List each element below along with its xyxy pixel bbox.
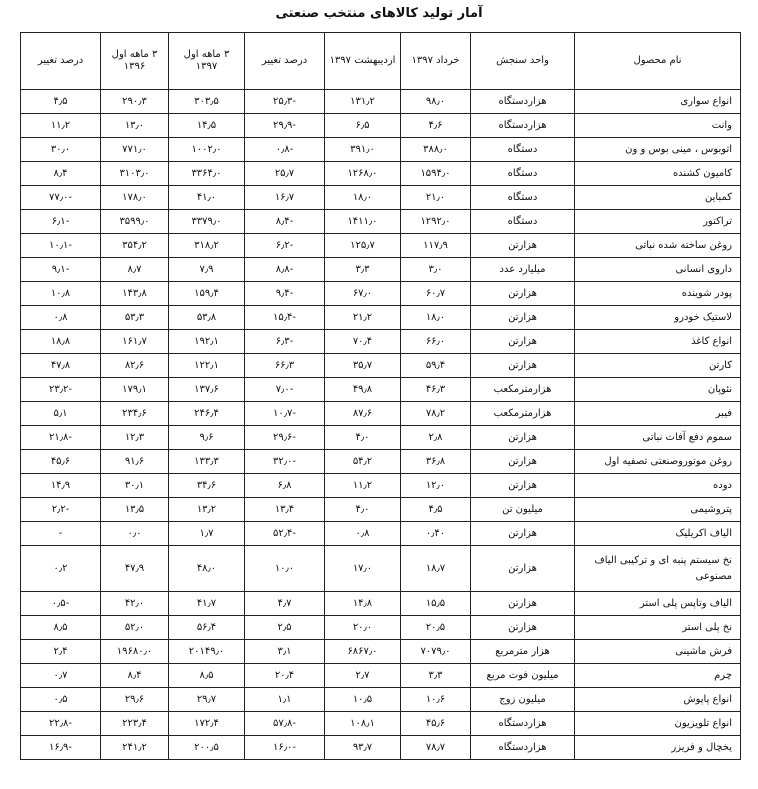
header-row (21, 33, 741, 90)
monthly-change-cell: -۸٫۴ (245, 210, 325, 234)
product-name-cell: داروی انسانی (575, 258, 741, 282)
quarterly-change-cell: -۷۷٫۰ (21, 186, 101, 210)
khordad-cell: ۲٫۸ (401, 426, 471, 450)
table-row (21, 114, 741, 138)
quarterly-change-cell: ۴۵٫۶ (21, 450, 101, 474)
q1-1397-cell: ۱٫۷ (169, 522, 245, 546)
table-row (21, 450, 741, 474)
table-row (21, 138, 741, 162)
table-row (21, 90, 741, 114)
table-row (21, 306, 741, 330)
unit-cell: هزارتن (471, 616, 575, 640)
header-monthly-change: درصد تغییر (245, 33, 325, 90)
khordad-cell: ۴٫۶ (401, 114, 471, 138)
ordibehesht-cell: ۶٫۵ (325, 114, 401, 138)
q1-1396-cell: ۲۲۳٫۴ (101, 712, 169, 736)
khordad-cell: ۳٫۰ (401, 258, 471, 282)
quarterly-change-cell: ۱۸٫۸ (21, 330, 101, 354)
q1-1396-cell: ۰٫۰ (101, 522, 169, 546)
monthly-change-cell: -۲۹٫۹ (245, 114, 325, 138)
table-row (21, 258, 741, 282)
khordad-cell: ۳۸۸٫۰ (401, 138, 471, 162)
quarterly-change-cell: ۰٫۸ (21, 306, 101, 330)
ordibehesht-cell: ۳۵٫۷ (325, 354, 401, 378)
q1-1396-cell: ۱۶۱٫۷ (101, 330, 169, 354)
q1-1397-cell: ۳۳۶۴٫۰ (169, 162, 245, 186)
ordibehesht-cell: ۱۷٫۰ (325, 546, 401, 592)
header-product-name: نام محصول (575, 33, 741, 90)
header-q1-1397: ۳ ماهه اول ۱۳۹۷ (169, 33, 245, 90)
quarterly-change-cell: ۸٫۵ (21, 616, 101, 640)
monthly-change-cell: ۶۶٫۳ (245, 354, 325, 378)
q1-1396-cell: ۱۹۶۸۰٫۰ (101, 640, 169, 664)
ordibehesht-cell: ۱۲۶۸٫۰ (325, 162, 401, 186)
khordad-cell: ۰٫۴۰ (401, 522, 471, 546)
quarterly-change-cell: -۹٫۱ (21, 258, 101, 282)
ordibehesht-cell: ۲۱٫۲ (325, 306, 401, 330)
table-row (21, 426, 741, 450)
khordad-cell: ۲۰٫۵ (401, 616, 471, 640)
table-row (21, 330, 741, 354)
monthly-change-cell: -۶٫۲ (245, 234, 325, 258)
khordad-cell: ۵۹٫۴ (401, 354, 471, 378)
monthly-change-cell: -۱۰٫۷ (245, 402, 325, 426)
q1-1397-cell: ۳۳۷۹٫۰ (169, 210, 245, 234)
unit-cell: هزارتن (471, 330, 575, 354)
unit-cell: میلیون زوج (471, 688, 575, 712)
unit-cell: هزارتن (471, 426, 575, 450)
unit-cell: دستگاه (471, 138, 575, 162)
q1-1397-cell: ۱۰۰۲٫۰ (169, 138, 245, 162)
product-name-cell: الیاف اکریلیک (575, 522, 741, 546)
monthly-change-cell: -۶٫۳ (245, 330, 325, 354)
ordibehesht-cell: ۴٫۰ (325, 426, 401, 450)
ordibehesht-cell: ۹۳٫۷ (325, 736, 401, 760)
q1-1397-cell: ۹٫۶ (169, 426, 245, 450)
q1-1397-cell: ۴۸٫۰ (169, 546, 245, 592)
khordad-cell: ۱۱۷٫۹ (401, 234, 471, 258)
khordad-cell: ۷۰۷۹٫۰ (401, 640, 471, 664)
q1-1396-cell: ۴۷٫۹ (101, 546, 169, 592)
table-row (21, 688, 741, 712)
ordibehesht-cell: ۷۰٫۴ (325, 330, 401, 354)
ordibehesht-cell: ۰٫۸ (325, 522, 401, 546)
monthly-change-cell: -۵۲٫۴ (245, 522, 325, 546)
quarterly-change-cell: -۲۳٫۲ (21, 378, 101, 402)
q1-1397-cell: ۸٫۵ (169, 664, 245, 688)
product-name-cell: کمباین (575, 186, 741, 210)
q1-1397-cell: ۳۱۸٫۲ (169, 234, 245, 258)
ordibehesht-cell: ۴٫۰ (325, 498, 401, 522)
q1-1396-cell: ۹۱٫۶ (101, 450, 169, 474)
q1-1396-cell: ۳۱۰۳٫۰ (101, 162, 169, 186)
q1-1396-cell: ۲۹۰٫۳ (101, 90, 169, 114)
product-name-cell: چرم (575, 664, 741, 688)
monthly-change-cell: ۳٫۱ (245, 640, 325, 664)
quarterly-change-cell: -۱۶٫۹ (21, 736, 101, 760)
monthly-change-cell: -۲۵٫۳ (245, 90, 325, 114)
quarterly-change-cell: -۱۰٫۱ (21, 234, 101, 258)
product-name-cell: الیاف وتاپس پلی استر (575, 592, 741, 616)
ordibehesht-cell: ۱۰٫۵ (325, 688, 401, 712)
khordad-cell: ۹۸٫۰ (401, 90, 471, 114)
product-name-cell: لاستیک خودرو (575, 306, 741, 330)
q1-1396-cell: ۳۵۹۹٫۰ (101, 210, 169, 234)
q1-1397-cell: ۱۹۲٫۱ (169, 330, 245, 354)
product-name-cell: انواع پاپوش (575, 688, 741, 712)
quarterly-change-cell: ۵٫۱ (21, 402, 101, 426)
table-row (21, 736, 741, 760)
product-name-cell: پتروشیمی (575, 498, 741, 522)
ordibehesht-cell: ۴۹٫۸ (325, 378, 401, 402)
quarterly-change-cell: - (21, 522, 101, 546)
q1-1397-cell: ۱۷۲٫۴ (169, 712, 245, 736)
ordibehesht-cell: ۱۸٫۰ (325, 186, 401, 210)
khordad-cell: ۴۵٫۶ (401, 712, 471, 736)
unit-cell: هزار مترمربع (471, 640, 575, 664)
q1-1396-cell: ۸٫۷ (101, 258, 169, 282)
table-row (21, 498, 741, 522)
quarterly-change-cell: -۲٫۲ (21, 498, 101, 522)
quarterly-change-cell: ۰٫۷ (21, 664, 101, 688)
table-row (21, 402, 741, 426)
khordad-cell: ۲۱٫۰ (401, 186, 471, 210)
ordibehesht-cell: ۲٫۷ (325, 664, 401, 688)
product-name-cell: دوده (575, 474, 741, 498)
unit-cell: دستگاه (471, 186, 575, 210)
q1-1396-cell: ۷۷۱٫۰ (101, 138, 169, 162)
product-name-cell: تراکتور (575, 210, 741, 234)
khordad-cell: ۶۰٫۷ (401, 282, 471, 306)
unit-cell: هزاردستگاه (471, 736, 575, 760)
product-name-cell: نخ سیستم پنبه ای و ترکیبی الیاف مصنوعی (575, 546, 741, 592)
ordibehesht-cell: ۳٫۳ (325, 258, 401, 282)
khordad-cell: ۴٫۵ (401, 498, 471, 522)
header-khordad: خرداد ۱۳۹۷ (401, 33, 471, 90)
monthly-change-cell: ۱۶٫۷ (245, 186, 325, 210)
q1-1396-cell: ۱۲٫۳ (101, 426, 169, 450)
product-name-cell: نئوپان (575, 378, 741, 402)
product-name-cell: یخچال و فریزر (575, 736, 741, 760)
monthly-change-cell: -۵۷٫۸ (245, 712, 325, 736)
table-row (21, 640, 741, 664)
monthly-change-cell: -۱۵٫۴ (245, 306, 325, 330)
quarterly-change-cell: ۰٫۲ (21, 546, 101, 592)
q1-1396-cell: ۸۲٫۶ (101, 354, 169, 378)
monthly-change-cell: -۷٫۰ (245, 378, 325, 402)
quarterly-change-cell: -۰٫۵ (21, 592, 101, 616)
monthly-change-cell: ۱۳٫۴ (245, 498, 325, 522)
header-ordibehesht: اردیبهشت ۱۳۹۷ (325, 33, 401, 90)
quarterly-change-cell: -۲۲٫۸ (21, 712, 101, 736)
product-name-cell: اتوبوس ، مینی بوس و ون (575, 138, 741, 162)
table-title: آمار تولید کالاهای منتخب صنعتی (275, 6, 483, 21)
unit-cell: هزارتن (471, 546, 575, 592)
khordad-cell: ۱۲٫۰ (401, 474, 471, 498)
monthly-change-cell: ۱٫۱ (245, 688, 325, 712)
q1-1397-cell: ۴۱٫۰ (169, 186, 245, 210)
khordad-cell: ۱۲۹۲٫۰ (401, 210, 471, 234)
q1-1397-cell: ۱۵۹٫۴ (169, 282, 245, 306)
q1-1396-cell: ۱۷۹٫۱ (101, 378, 169, 402)
q1-1396-cell: ۱۳٫۵ (101, 498, 169, 522)
unit-cell: هزارتن (471, 282, 575, 306)
q1-1396-cell: ۳۵۴٫۲ (101, 234, 169, 258)
q1-1397-cell: ۷٫۹ (169, 258, 245, 282)
khordad-cell: ۷۸٫۷ (401, 736, 471, 760)
monthly-change-cell: -۰٫۸ (245, 138, 325, 162)
table-row (21, 546, 741, 592)
monthly-change-cell: ۶٫۸ (245, 474, 325, 498)
q1-1396-cell: ۵۲٫۰ (101, 616, 169, 640)
q1-1396-cell: ۳۰٫۱ (101, 474, 169, 498)
product-name-cell: نخ پلی استر (575, 616, 741, 640)
unit-cell: هزارتن (471, 474, 575, 498)
quarterly-change-cell: ۴٫۵ (21, 90, 101, 114)
product-name-cell: کامیون کشنده (575, 162, 741, 186)
table-row (21, 616, 741, 640)
khordad-cell: ۷۸٫۲ (401, 402, 471, 426)
table-row (21, 474, 741, 498)
table-row (21, 354, 741, 378)
unit-cell: هزارتن (471, 450, 575, 474)
unit-cell: هزارتن (471, 592, 575, 616)
product-name-cell: روغن ساخته شده نباتی (575, 234, 741, 258)
table-row (21, 522, 741, 546)
table-row (21, 234, 741, 258)
quarterly-change-cell: -۲۱٫۸ (21, 426, 101, 450)
q1-1397-cell: ۳۰۳٫۵ (169, 90, 245, 114)
monthly-change-cell: -۲۹٫۶ (245, 426, 325, 450)
quarterly-change-cell: ۳۰٫۰ (21, 138, 101, 162)
ordibehesht-cell: ۸۷٫۶ (325, 402, 401, 426)
unit-cell: دستگاه (471, 162, 575, 186)
unit-cell: هزارتن (471, 522, 575, 546)
table-row (21, 282, 741, 306)
q1-1397-cell: ۳۴٫۶ (169, 474, 245, 498)
unit-cell: هزارمترمکعب (471, 378, 575, 402)
q1-1397-cell: ۵۶٫۴ (169, 616, 245, 640)
ordibehesht-cell: ۱۱٫۲ (325, 474, 401, 498)
quarterly-change-cell: -۶٫۱ (21, 210, 101, 234)
monthly-change-cell: -۹٫۴ (245, 282, 325, 306)
unit-cell: هزارتن (471, 306, 575, 330)
table-row (21, 592, 741, 616)
product-name-cell: انواع کاغذ (575, 330, 741, 354)
khordad-cell: ۱۵٫۵ (401, 592, 471, 616)
khordad-cell: ۶۶٫۰ (401, 330, 471, 354)
unit-cell: میلیون تن (471, 498, 575, 522)
unit-cell: میلیون فوت مربع (471, 664, 575, 688)
q1-1397-cell: ۲۴۶٫۴ (169, 402, 245, 426)
monthly-change-cell: ۱۰٫۰ (245, 546, 325, 592)
quarterly-change-cell: ۰٫۵ (21, 688, 101, 712)
table-row (21, 712, 741, 736)
product-name-cell: فرش ماشینی (575, 640, 741, 664)
q1-1397-cell: ۲۹٫۷ (169, 688, 245, 712)
khordad-cell: ۱۸٫۰ (401, 306, 471, 330)
monthly-change-cell: -۳۲٫۰ (245, 450, 325, 474)
unit-cell: هزاردستگاه (471, 712, 575, 736)
quarterly-change-cell: ۸٫۴ (21, 162, 101, 186)
unit-cell: میلیارد عدد (471, 258, 575, 282)
product-name-cell: انواع سواری (575, 90, 741, 114)
monthly-change-cell: ۲۰٫۴ (245, 664, 325, 688)
monthly-change-cell: ۲۵٫۷ (245, 162, 325, 186)
quarterly-change-cell: ۴۷٫۸ (21, 354, 101, 378)
quarterly-change-cell: ۱۱٫۲ (21, 114, 101, 138)
ordibehesht-cell: ۱۰۸٫۱ (325, 712, 401, 736)
unit-cell: هزارمترمکعب (471, 402, 575, 426)
unit-cell: دستگاه (471, 210, 575, 234)
ordibehesht-cell: ۵۴٫۲ (325, 450, 401, 474)
q1-1397-cell: ۱۲۲٫۱ (169, 354, 245, 378)
product-name-cell: روغن موتوروصنعتی تصفیه اول (575, 450, 741, 474)
q1-1397-cell: ۴۱٫۷ (169, 592, 245, 616)
ordibehesht-cell: ۳۹۱٫۰ (325, 138, 401, 162)
ordibehesht-cell: ۱۲۵٫۷ (325, 234, 401, 258)
q1-1396-cell: ۱۷۸٫۰ (101, 186, 169, 210)
khordad-cell: ۳٫۳ (401, 664, 471, 688)
unit-cell: هزارتن (471, 354, 575, 378)
product-name-cell: فیبر (575, 402, 741, 426)
production-table (20, 32, 741, 760)
quarterly-change-cell: ۲٫۴ (21, 640, 101, 664)
ordibehesht-cell: ۱۴۱۱٫۰ (325, 210, 401, 234)
table-row (21, 378, 741, 402)
q1-1396-cell: ۵۳٫۳ (101, 306, 169, 330)
table-row (21, 186, 741, 210)
khordad-cell: ۱۵۹۴٫۰ (401, 162, 471, 186)
quarterly-change-cell: ۱۰٫۸ (21, 282, 101, 306)
unit-cell: هزاردستگاه (471, 114, 575, 138)
q1-1397-cell: ۱۳۷٫۶ (169, 378, 245, 402)
unit-cell: هزاردستگاه (471, 90, 575, 114)
q1-1397-cell: ۱۳۳٫۳ (169, 450, 245, 474)
q1-1397-cell: ۱۴٫۵ (169, 114, 245, 138)
header-q1-1396: ۳ ماهه اول ۱۳۹۶ (101, 33, 169, 90)
q1-1396-cell: ۲۳۴٫۶ (101, 402, 169, 426)
unit-cell: هزارتن (471, 234, 575, 258)
ordibehesht-cell: ۱۳۱٫۲ (325, 90, 401, 114)
quarterly-change-cell: ۱۴٫۹ (21, 474, 101, 498)
ordibehesht-cell: ۶۷٫۰ (325, 282, 401, 306)
ordibehesht-cell: ۲۰٫۰ (325, 616, 401, 640)
header-unit: واحد سنجش (471, 33, 575, 90)
product-name-cell: وانت (575, 114, 741, 138)
q1-1396-cell: ۴۲٫۰ (101, 592, 169, 616)
product-name-cell: کارتن (575, 354, 741, 378)
khordad-cell: ۴۶٫۳ (401, 378, 471, 402)
header-quarterly-change: درصد تغییر (21, 33, 101, 90)
monthly-change-cell: -۱۶٫۰ (245, 736, 325, 760)
q1-1397-cell: ۵۳٫۸ (169, 306, 245, 330)
monthly-change-cell: ۲٫۵ (245, 616, 325, 640)
ordibehesht-cell: ۱۴٫۸ (325, 592, 401, 616)
khordad-cell: ۱۰٫۶ (401, 688, 471, 712)
table-row (21, 664, 741, 688)
q1-1396-cell: ۲۴۱٫۲ (101, 736, 169, 760)
monthly-change-cell: -۸٫۸ (245, 258, 325, 282)
table-body (21, 90, 741, 760)
q1-1396-cell: ۸٫۴ (101, 664, 169, 688)
q1-1397-cell: ۲۰۱۴۹٫۰ (169, 640, 245, 664)
q1-1397-cell: ۲۰۰٫۵ (169, 736, 245, 760)
q1-1396-cell: ۱۳٫۰ (101, 114, 169, 138)
product-name-cell: سموم دفع آفات نباتی (575, 426, 741, 450)
table-row (21, 210, 741, 234)
khordad-cell: ۱۸٫۷ (401, 546, 471, 592)
product-name-cell: انواع تلویزیون (575, 712, 741, 736)
ordibehesht-cell: ۶۸۶۷٫۰ (325, 640, 401, 664)
product-name-cell: پودر شوینده (575, 282, 741, 306)
q1-1396-cell: ۱۴۳٫۸ (101, 282, 169, 306)
khordad-cell: ۳۶٫۸ (401, 450, 471, 474)
table-row (21, 162, 741, 186)
q1-1396-cell: ۲۹٫۶ (101, 688, 169, 712)
monthly-change-cell: ۴٫۷ (245, 592, 325, 616)
q1-1397-cell: ۱۳٫۲ (169, 498, 245, 522)
